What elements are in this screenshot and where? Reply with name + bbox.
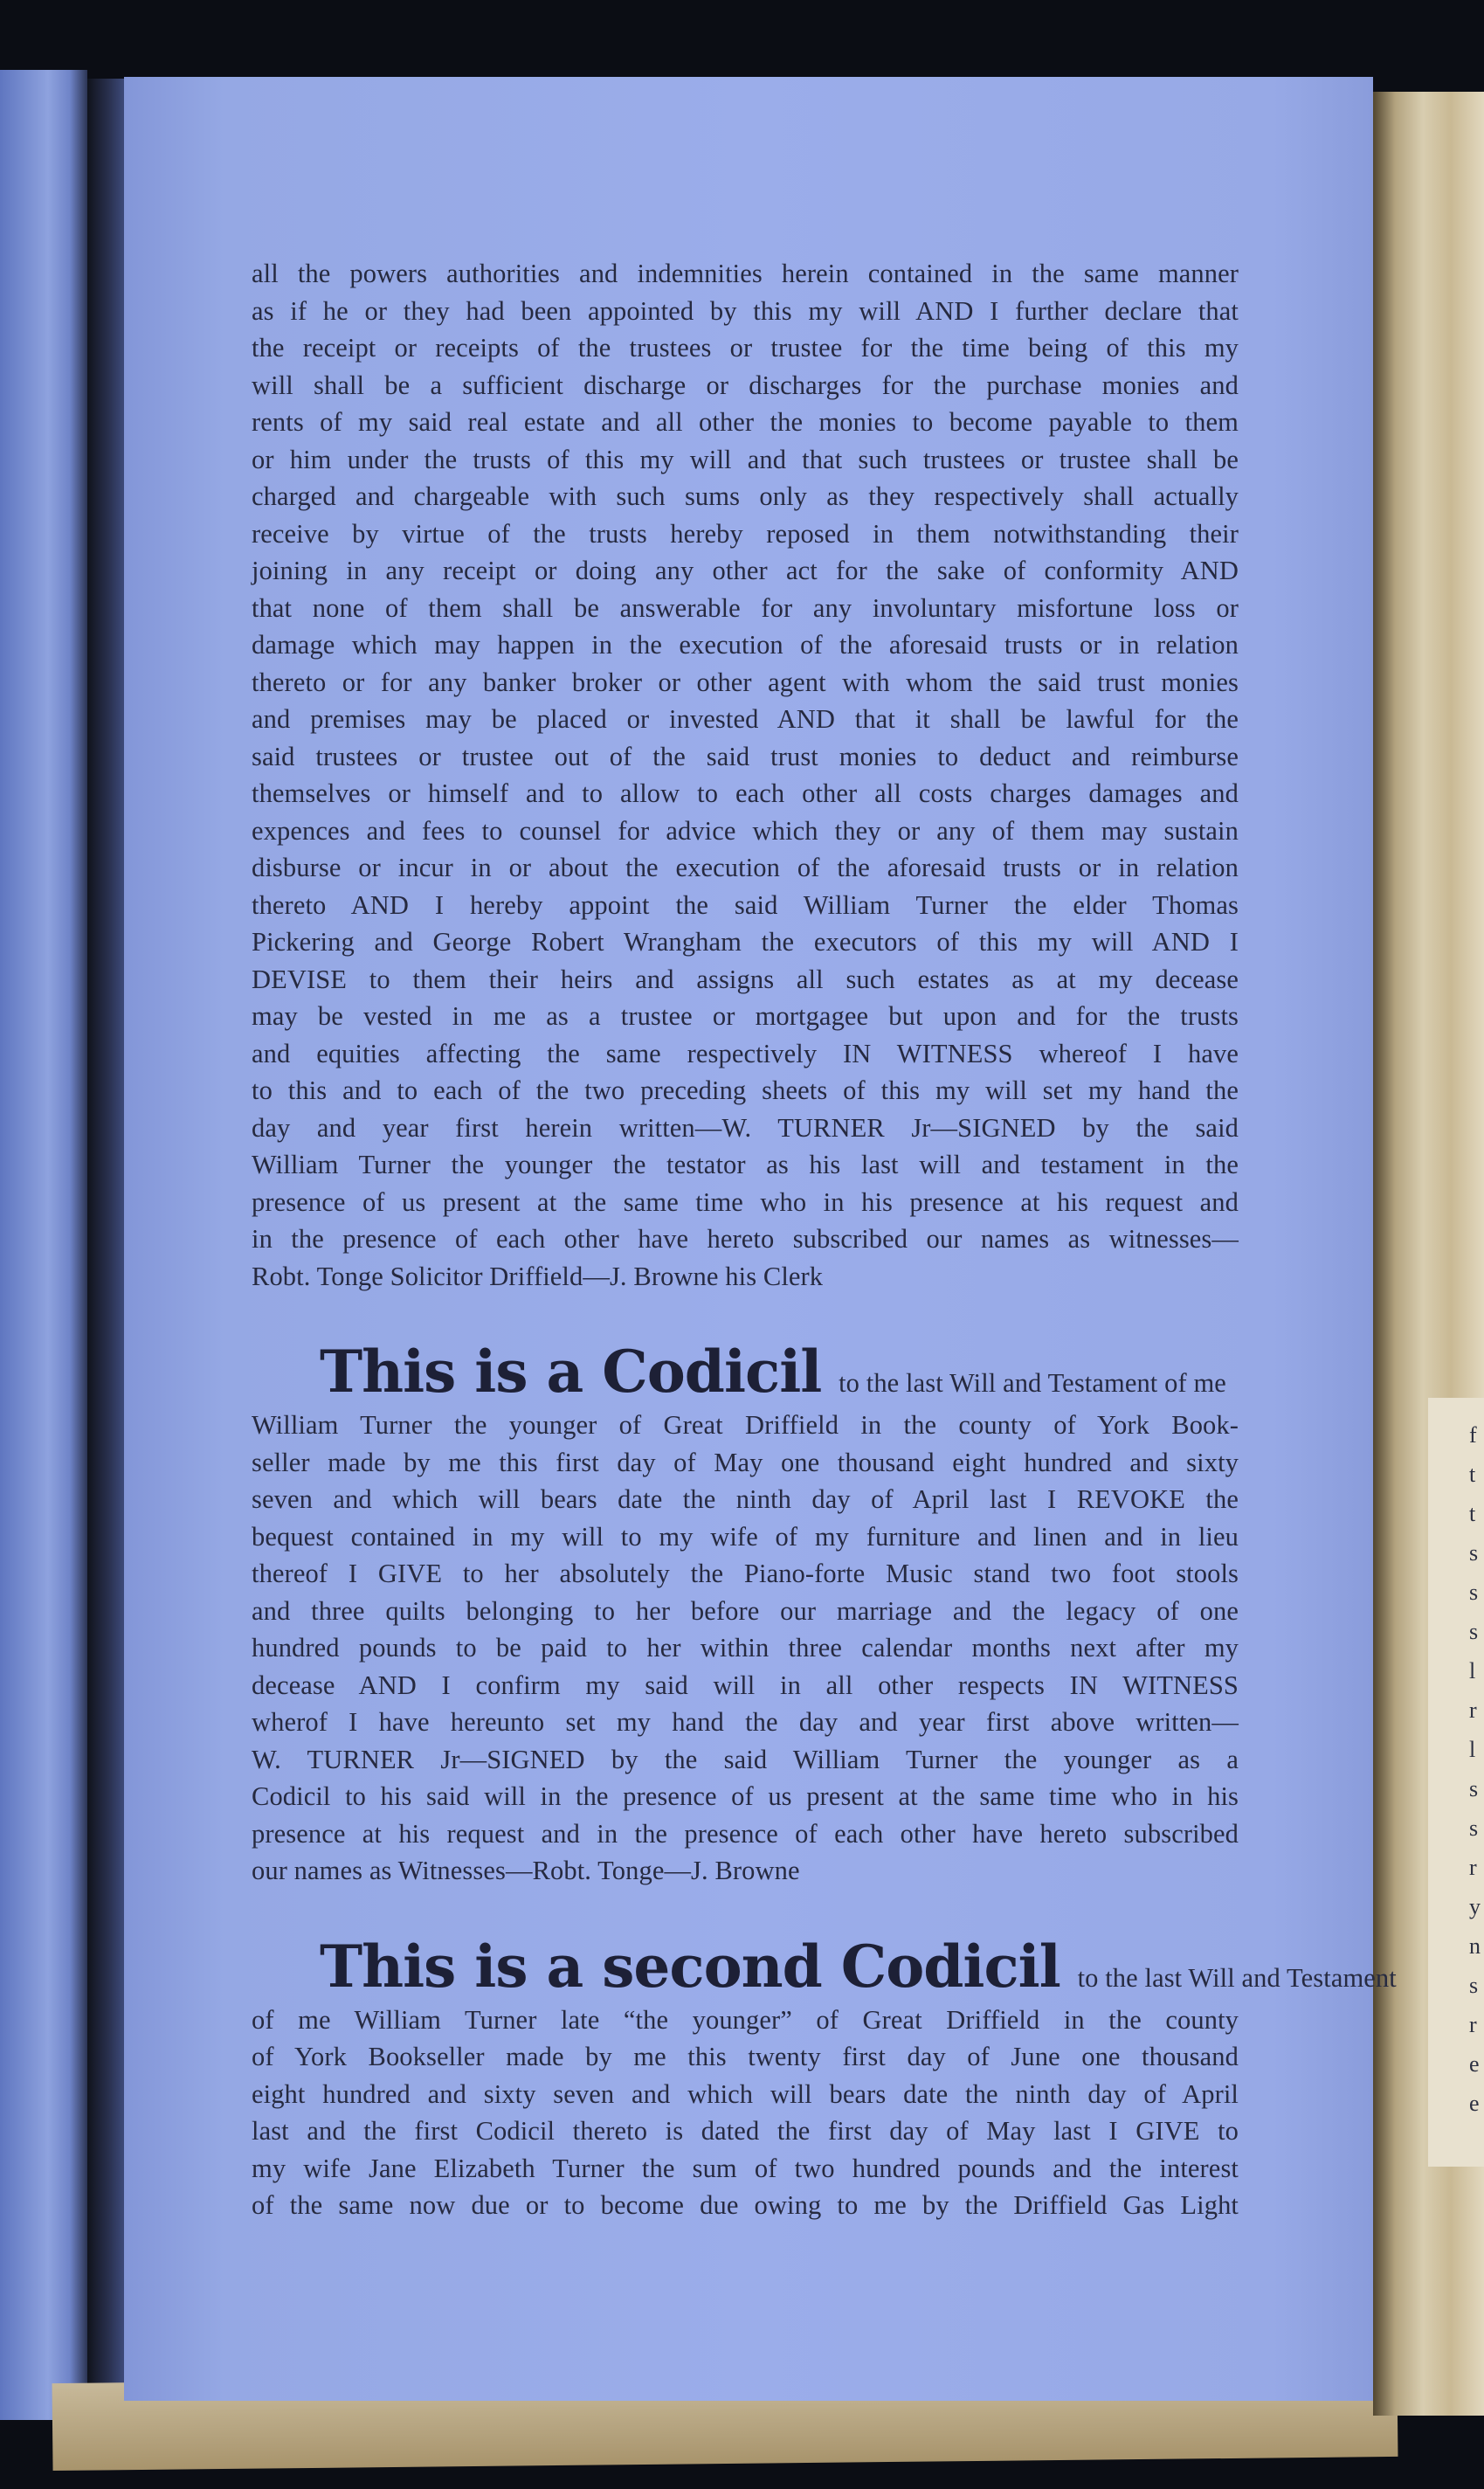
will-body	[252, 255, 1239, 1295]
text-line: presence at his request and in the presence of each other have hereto subscribed	[252, 1818, 1239, 1849]
text-line: thereof I GIVE to her absolutely the Piano-forte Music stand two foot stools	[252, 1559, 1239, 1588]
book-spine	[87, 79, 124, 2420]
text-line: eight hundred and sixty seven and which will bears date the ninth day of April	[252, 2078, 1239, 2109]
text-line: of me William Turner late “the younger” of Great Driffield in the county	[252, 2004, 1239, 2035]
codicil-1-body	[252, 1407, 1239, 1890]
text-line: disburse or incur in or about the execution of the aforesaid trusts or in relation	[252, 853, 1239, 882]
text-line: all the powers authorities and indemnities herein contained in the same manner	[252, 259, 1239, 288]
text-line: William Turner the younger of Great Driffield in the county of York Book-	[252, 1410, 1239, 1440]
text-line: Pickering and George Robert Wrangham the executors of this my will AND I	[252, 927, 1239, 957]
text-line: wherof I have hereunto set my hand the day and year first above written—	[252, 1707, 1239, 1737]
text-line: of York Bookseller made by me this twenty first day of June one thousand	[252, 2042, 1239, 2071]
text-line: joining in any receipt or doing any other act for the sake of conformity AND	[252, 556, 1239, 585]
text-line: rents of my said real estate and all other the monies to become payable to them	[252, 407, 1239, 437]
text-line: said trustees or trustee out of the said trust monies to deduct and reimburse	[252, 741, 1239, 771]
codicil-2-heading-tail: to the last Will and Testament	[1077, 1962, 1397, 1993]
text-line: DEVISE to them their heirs and assigns all such estates as at my decease	[252, 964, 1239, 994]
text-line: bequest contained in my will to my wife of my furniture and linen and in lieu	[252, 1521, 1239, 1552]
codicil-2-body	[252, 2002, 1239, 2224]
text-line: damage which may happen in the execution of the aforesaid trusts or in relation	[252, 630, 1239, 660]
text-line: of the same now due or to become due owing to me by the Driffield Gas Light	[252, 2190, 1239, 2220]
text-line: expences and fees to counsel for advice which they or any of them may sustain	[252, 815, 1239, 846]
codicil-1-heading-line	[252, 1337, 1239, 1407]
text-line: that none of them shall be answerable for any involuntary misfortune loss or	[252, 592, 1239, 623]
text-line: and three quilts belonging to her before our marriage and the legacy of one	[252, 1595, 1239, 1626]
text-line: or him under the trusts of this my will and that such trustees or trustee shall be	[252, 444, 1239, 474]
underlying-page-letters: f t t s s s l r l s s r y n s r e e	[1469, 1422, 1481, 2116]
text-line: Robt. Tonge Solicitor Driffield—J. Browne his Clerk	[252, 1261, 824, 1291]
codicil-1-heading: This is a Codicil	[320, 1338, 822, 1406]
text-line: presence of us present at the same time who in his presence at his request and	[252, 1186, 1239, 1217]
codicil-2-heading: This is a second Codicil	[320, 1932, 1060, 2001]
text-line: last and the first Codicil thereto is dated the first day of May last I GIVE to	[252, 2116, 1239, 2146]
text-line: themselves or himself and to allow to each other all costs charges damages and	[252, 778, 1239, 808]
codicil-1-heading-tail: to the last Will and Testament of me	[839, 1368, 1226, 1398]
text-line: day and year first herein written—W. TURNER Jr—SIGNED by the said	[252, 1112, 1239, 1143]
text-line: the receipt or receipts of the trustees or trustee for the time being of this my	[252, 333, 1239, 363]
facing-page-left	[0, 70, 87, 2420]
text-line: receive by virtue of the trusts hereby reposed in them notwithstanding their	[252, 518, 1239, 549]
text-line: William Turner the younger the testator as his last will and testament in the	[252, 1150, 1239, 1179]
text-line: decease AND I confirm my said will in all other respects IN WITNESS	[252, 1670, 1239, 1700]
text-line: seven and which will bears date the ninth day of April last I REVOKE the	[252, 1484, 1239, 1514]
text-line: and premises may be placed or invested AND that it shall be lawful for the	[252, 704, 1239, 734]
text-line: in the presence of each other have hereto subscribed our names as witnesses—	[252, 1224, 1239, 1254]
text-line: W. TURNER Jr—SIGNED by the said William Turner the younger as a	[252, 1744, 1239, 1774]
text-line: as if he or they had been appointed by this my will AND I further declare that	[252, 295, 1239, 326]
text-line: will shall be a sufficient discharge or discharges for the purchase monies and	[252, 370, 1239, 400]
text-line: thereto or for any banker broker or other agent with whom the said trust monies	[252, 667, 1239, 697]
text-line: and equities affecting the same respectively IN WITNESS whereof I have	[252, 1038, 1239, 1068]
text-line: hundred pounds to be paid to her within three calendar months next after my	[252, 1633, 1239, 1663]
text-line: to this and to each of the two preceding sheets of this my will set my hand the	[252, 1075, 1239, 1105]
text-line: thereto AND I hereby appoint the said William Turner the elder Thomas	[252, 889, 1239, 920]
page-text	[252, 255, 1397, 2224]
text-line: charged and chargeable with such sums only as they respectively shall actually	[252, 481, 1239, 511]
text-line: Codicil to his said will in the presence of us present at the same time who in his	[252, 1781, 1239, 1811]
text-line: seller made by me this first day of May one thousand eight hundred and sixty	[252, 1447, 1239, 1477]
text-line: may be vested in me as a trustee or mortgagee but upon and for the trusts	[252, 1001, 1239, 1031]
text-line: my wife Jane Elizabeth Turner the sum of two hundred pounds and the interest	[252, 2153, 1239, 2183]
codicil-2-heading-line	[252, 1932, 1397, 2002]
text-line: our names as Witnesses—Robt. Tonge—J. Browne	[252, 1856, 800, 1885]
